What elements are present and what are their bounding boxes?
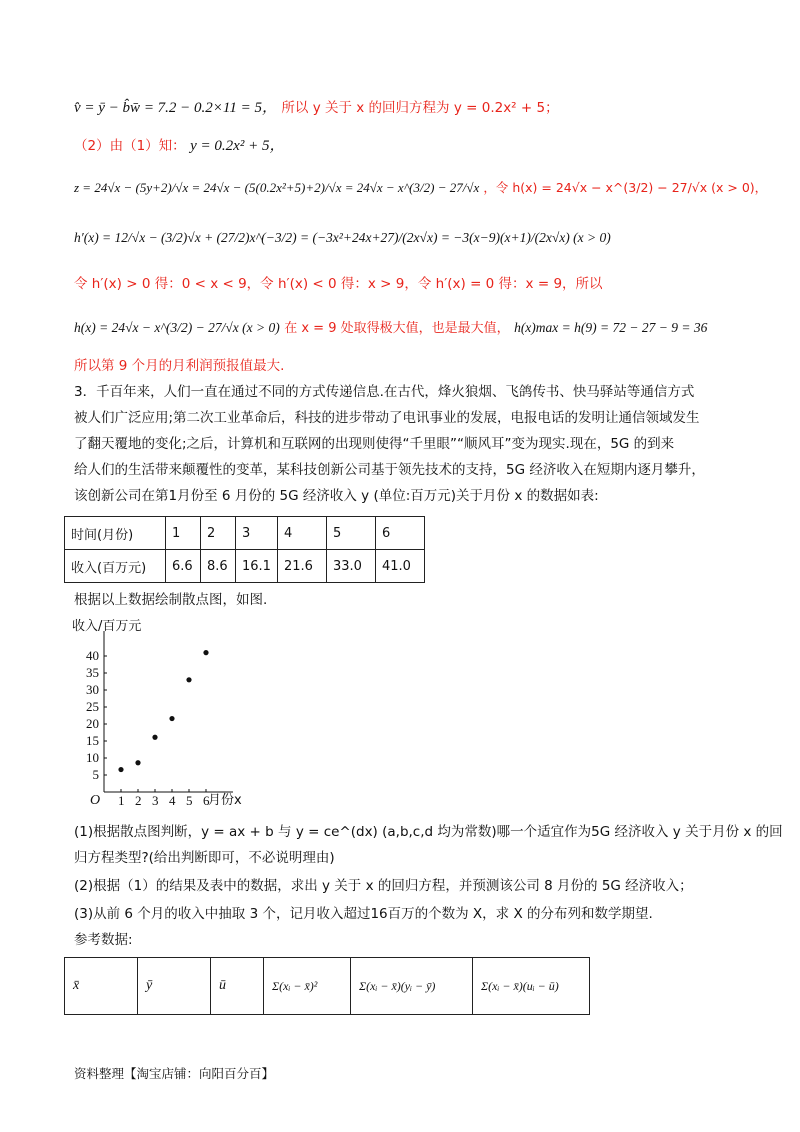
- table-header: Σ(xᵢ − x̄)(yᵢ − ȳ): [351, 958, 473, 1015]
- question-1-cont: 归方程类型?(给出判断即可，不必说明理由): [74, 850, 335, 866]
- y-tick-label: 35: [86, 665, 99, 680]
- x-axis-label: 月份x: [208, 793, 242, 808]
- problem-text: 3．千百年来，人们一直在通过不同的方式传递信息.在古代，烽火狼烟、飞鸽传书、快马驿站等通信方式: [74, 384, 695, 400]
- reference-label: 参考数据:: [74, 932, 133, 948]
- data-point: [152, 735, 157, 740]
- table-cell: 16.1: [236, 550, 278, 583]
- origin-label: O: [90, 793, 101, 808]
- income-table: [64, 516, 425, 583]
- formula: h′(x) = 12/√x − (3/2)√x + (27/2)x^(−3/2) = (−3x²+24x+27)/(2x√x) = −3(x−9)(x+1)/(2x√x) (x > 0): [74, 230, 611, 245]
- solution-line-6: [74, 318, 707, 339]
- table-cell: 21.6: [277, 550, 326, 583]
- problem-text: 给人们的生活带来颠覆性的变革，某科技创新公司基于领先技术的支持，5G 经济收入在短期内逐月攀升，: [74, 462, 705, 478]
- table-cell: 2: [201, 517, 236, 550]
- x-tick-label: 4: [169, 793, 176, 808]
- explanation: 在 x = 9 处取得极大值，也是最大值，: [284, 321, 510, 336]
- y-tick-label: 40: [86, 648, 99, 663]
- y-axis-label: 收入/百万元: [72, 619, 142, 634]
- table-cell: 6: [375, 517, 424, 550]
- problem-text: 被人们广泛应用;第二次工业革命后，科技的进步带动了电讯事业的发展，电报电话的发明让通信领域发生: [74, 410, 700, 426]
- question-1: (1)根据散点图判断，y = ax + b 与 y = ce^(dx) (a,b,c,d 均为常数)哪一个适宜作为5G 经济收入 y 关于月份 x 的回: [74, 824, 783, 840]
- row-header: 时间(月份): [65, 517, 166, 550]
- x-tick-label: 2: [135, 793, 142, 808]
- y-tick-label: 25: [86, 699, 99, 714]
- table-header: ū: [211, 958, 264, 1015]
- table-cell: 3: [236, 517, 278, 550]
- solution-line-5: 令 h′(x) > 0 得：0 < x < 9，令 h′(x) < 0 得：x > 9，令 h′(x) = 0 得：x = 9，所以: [74, 276, 603, 292]
- table-cell: 5: [326, 517, 375, 550]
- table-cell: 4: [277, 517, 326, 550]
- data-point: [203, 650, 208, 655]
- problem-text: 该创新公司在第1月份至 6 月份的 5G 经济收入 y (单位:百万元)关于月份 x 的数据如表:: [74, 488, 599, 504]
- table-header: ȳ: [138, 958, 211, 1015]
- table-row: [65, 958, 590, 1015]
- table-row: [65, 517, 425, 550]
- explanation: 所以 y 关于 x 的回归方程为 y = 0.2x² + 5；: [281, 100, 559, 116]
- scatter-chart: [64, 616, 264, 812]
- y-tick-label: 20: [86, 716, 99, 731]
- footer-note: 资料整理【淘宝店铺：向阳百分百】: [74, 1066, 275, 1081]
- table-cell: 41.0: [375, 550, 424, 583]
- explanation: （2）由（1）知：: [74, 138, 186, 154]
- question-3: (3)从前 6 个月的收入中抽取 3 个，记月收入超过16百万的个数为 X，求 X 的分布列和数学期望.: [74, 906, 653, 922]
- x-tick-label: 6: [203, 793, 210, 808]
- formula: h(x) = 24√x − x^(3/2) − 27/√x (x > 0): [74, 320, 280, 335]
- x-tick-label: 1: [118, 793, 125, 808]
- data-point: [135, 760, 140, 765]
- data-point: [118, 767, 123, 772]
- formula: h(x)max = h(9) = 72 − 27 − 9 = 36: [514, 320, 708, 335]
- reference-table: [64, 957, 590, 1015]
- table-cell: 1: [166, 517, 201, 550]
- explanation: ，令 h(x) = 24√x − x^(3/2) − 27/√x (x > 0)，: [483, 180, 768, 195]
- table-header: Σ(xᵢ − x̄)²: [264, 958, 351, 1015]
- solution-line-1: [74, 98, 559, 118]
- data-point: [169, 716, 174, 721]
- problem-text: 了翻天覆地的变化;之后，计算机和互联网的出现则使得“千里眼”“顺风耳”变为现实.现在，5G 的到来: [74, 436, 675, 452]
- y-tick-label: 5: [92, 767, 99, 782]
- formula: v̂ = ȳ − b̂w̄ = 7.2 − 0.2×11 = 5，: [74, 100, 277, 116]
- solution-conclusion: 所以第 9 个月的月利润预报值最大.: [74, 358, 285, 374]
- data-point: [186, 677, 191, 682]
- y-tick-label: 30: [86, 682, 99, 697]
- table-cell: 6.6: [166, 550, 201, 583]
- table-row: [65, 550, 425, 583]
- y-tick-label: 10: [86, 750, 99, 765]
- table-header: Σ(xᵢ − x̄)(uᵢ − ū): [473, 958, 590, 1015]
- solution-line-2: [74, 136, 284, 156]
- scatter-caption: 根据以上数据绘制散点图，如图.: [74, 592, 268, 608]
- solution-line-4: [74, 228, 611, 248]
- row-header: 收入(百万元): [65, 550, 166, 583]
- solution-line-3: [74, 178, 767, 199]
- table-cell: 8.6: [201, 550, 236, 583]
- table-cell: 33.0: [326, 550, 375, 583]
- formula: y = 0.2x² + 5，: [190, 138, 285, 154]
- table-header: x̄: [65, 958, 138, 1015]
- x-tick-label: 3: [152, 793, 159, 808]
- formula: z = 24√x − (5y+2)/√x = 24√x − (5(0.2x²+5)+2)/√x = 24√x − x^(3/2) − 27/√x: [74, 180, 480, 195]
- question-2: (2)根据（1）的结果及表中的数据，求出 y 关于 x 的回归方程，并预测该公司 8 月份的 5G 经济收入；: [74, 878, 693, 894]
- x-tick-label: 5: [186, 793, 193, 808]
- y-tick-label: 15: [86, 733, 99, 748]
